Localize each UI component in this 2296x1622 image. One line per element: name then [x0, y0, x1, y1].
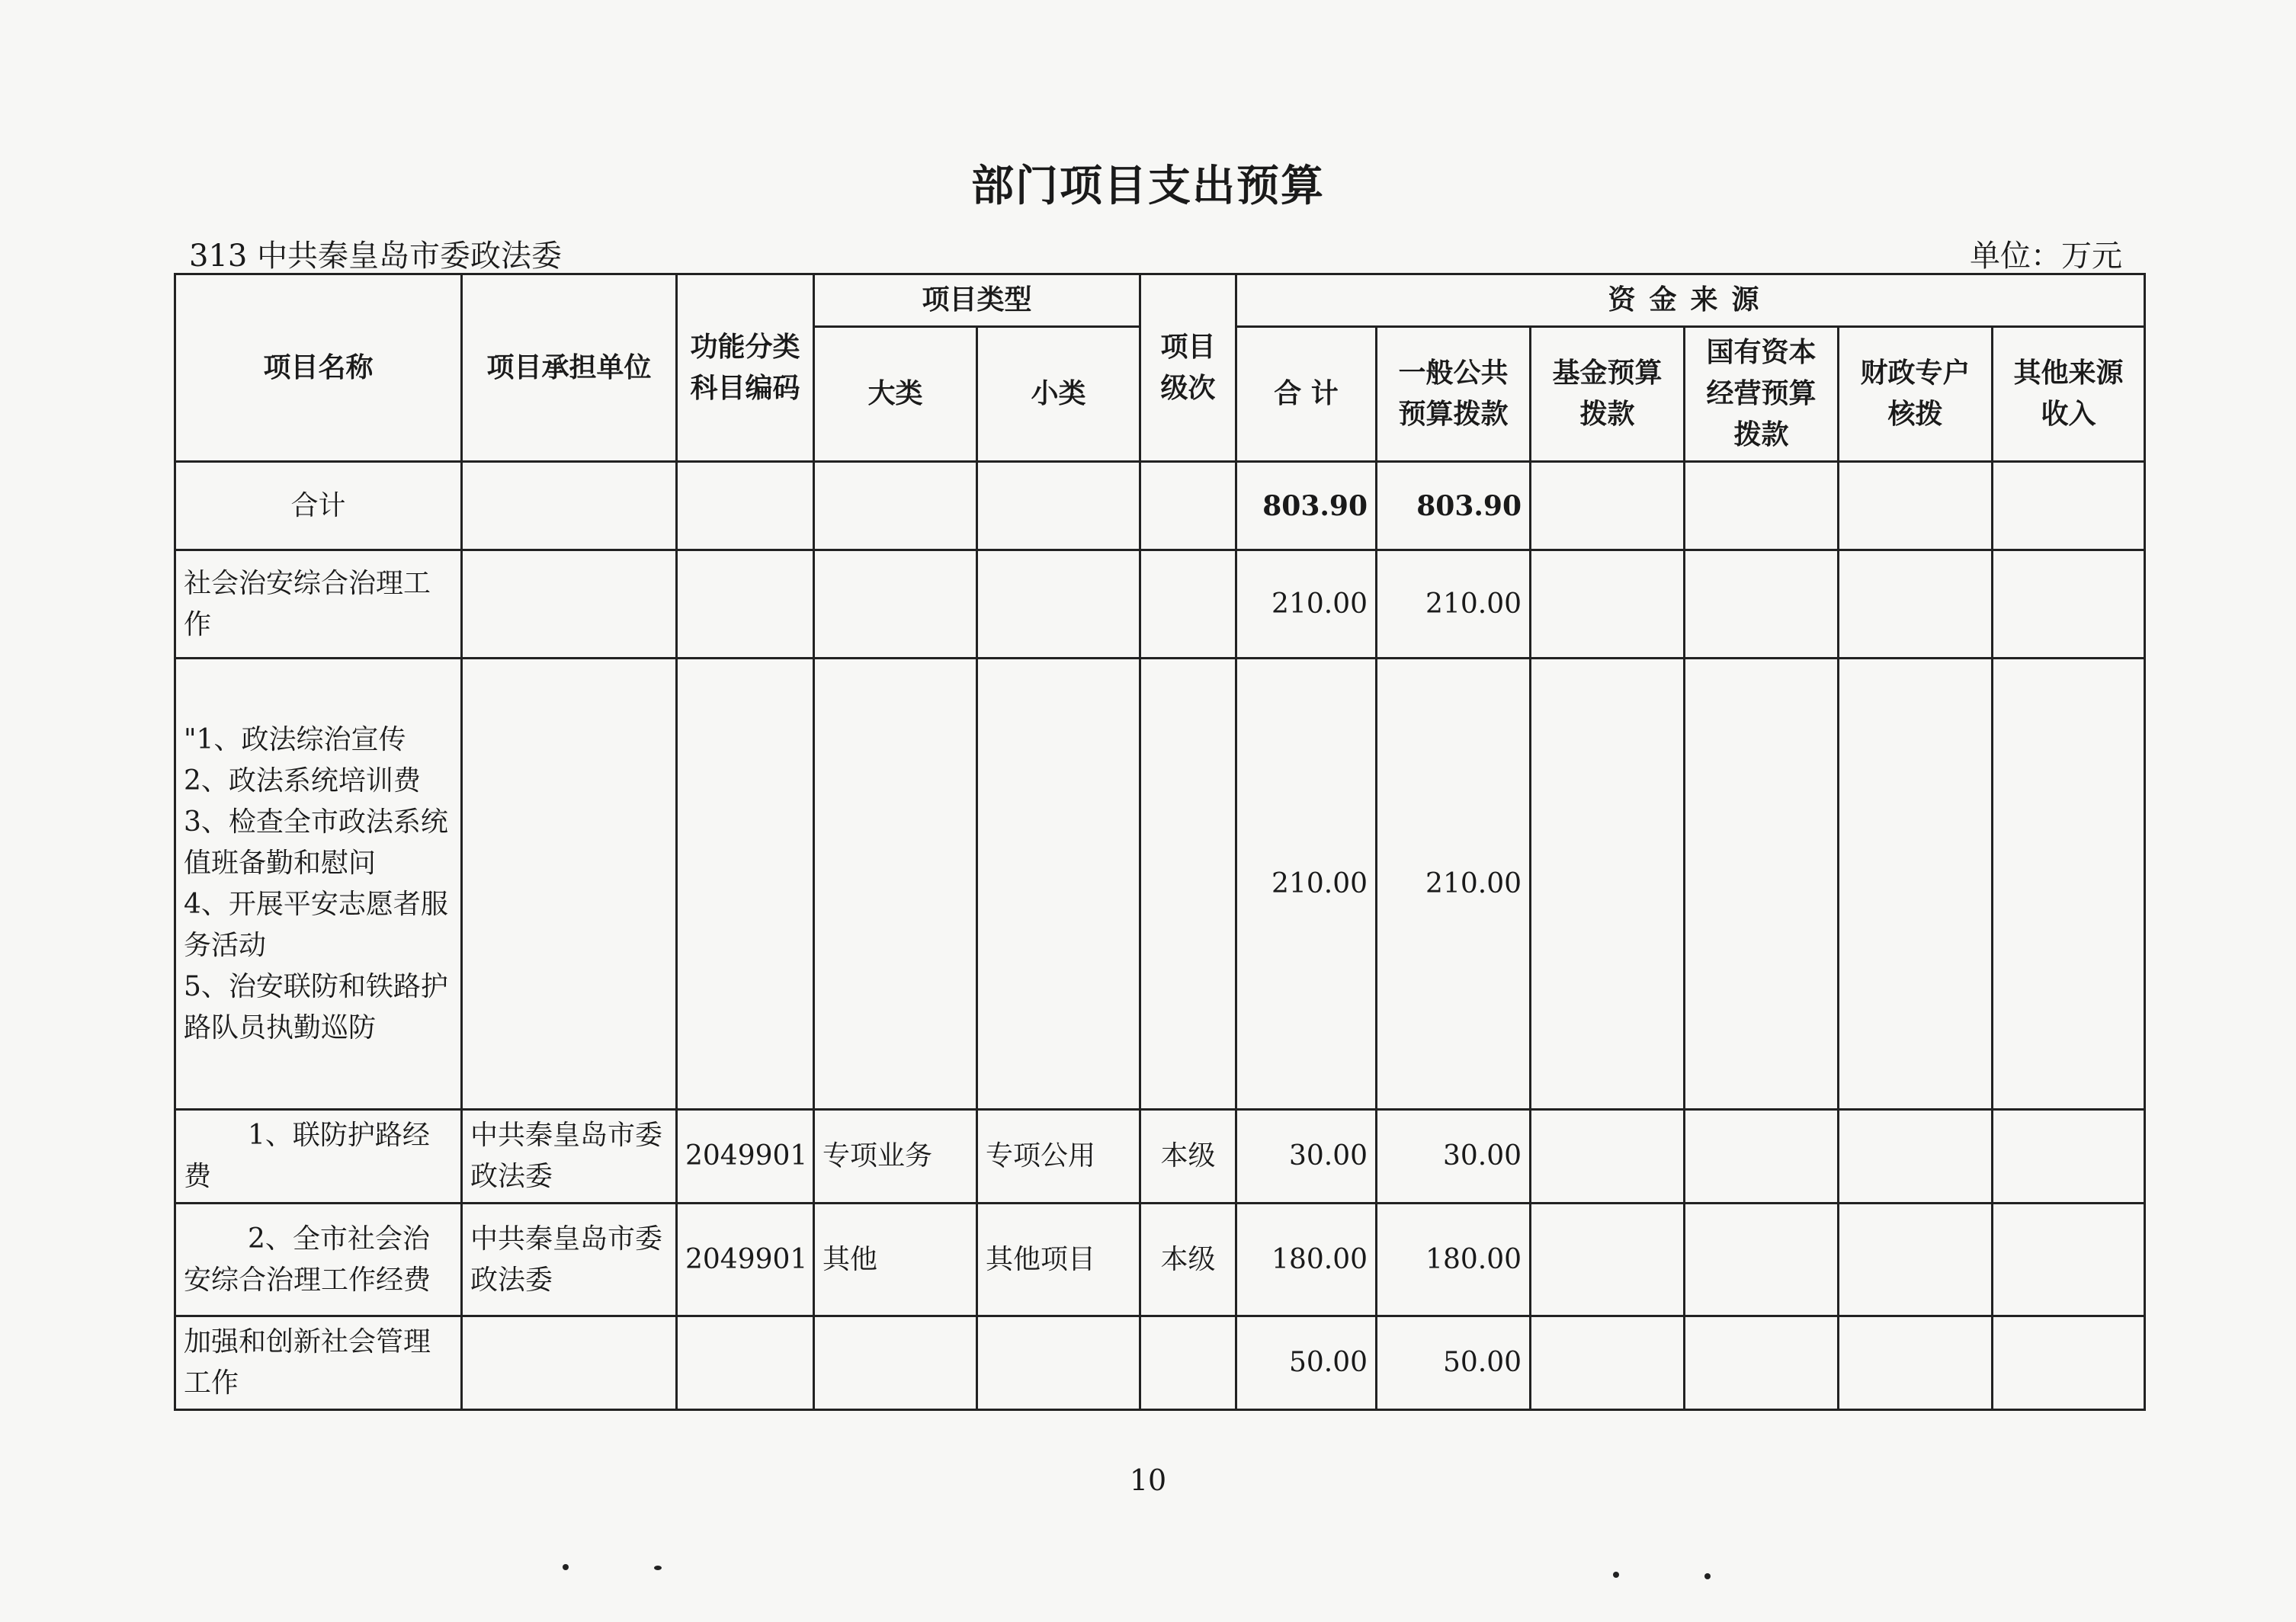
cell-fiscal-special — [1839, 550, 1993, 659]
header-other-income: 其他来源收入 — [1993, 327, 2145, 462]
department-name: 313 中共秦皇岛市委政法委 — [189, 239, 563, 274]
cell-level — [1140, 1316, 1236, 1410]
cell-general-budget: 50.00 — [1377, 1316, 1531, 1410]
cell-state-capital — [1685, 1204, 1839, 1316]
cell-other-income — [1993, 659, 2145, 1110]
cell-major — [814, 659, 977, 1110]
budget-table — [174, 273, 2146, 1411]
header-project-type: 项目类型 — [814, 274, 1140, 327]
cell-fund-budget — [1531, 462, 1685, 550]
cell-code — [677, 550, 814, 659]
cell-state-capital — [1685, 462, 1839, 550]
cell-fund-budget — [1531, 1316, 1685, 1410]
table-row — [175, 1316, 2145, 1410]
table-row — [175, 1204, 2145, 1316]
cell-major: 专项业务 — [814, 1110, 977, 1204]
cell-other-income — [1993, 462, 2145, 550]
cell-state-capital — [1685, 550, 1839, 659]
cell-general-budget: 210.00 — [1377, 659, 1531, 1110]
unit-label: 单位：万元 — [1970, 239, 2122, 274]
table-row — [175, 462, 2145, 550]
cell-code — [677, 1316, 814, 1410]
header-major-type: 大类 — [814, 327, 977, 462]
cell-level — [1140, 462, 1236, 550]
scan-speck — [1704, 1573, 1711, 1579]
cell-level: 本级 — [1140, 1110, 1236, 1204]
cell-fiscal-special — [1839, 659, 1993, 1110]
cell-fiscal-special — [1839, 462, 1993, 550]
header-project-level: 项目级次 — [1140, 274, 1236, 462]
scan-speck — [563, 1564, 569, 1570]
cell-state-capital — [1685, 1110, 1839, 1204]
cell-project-name: 1、联防护路经费 — [175, 1110, 462, 1204]
header-fund-budget: 基金预算拨款 — [1531, 327, 1685, 462]
header-undertaking-unit: 项目承担单位 — [462, 274, 677, 462]
header-fund-source: 资金来源 — [1236, 274, 2145, 327]
cell-level — [1140, 550, 1236, 659]
cell-state-capital — [1685, 659, 1839, 1110]
cell-minor — [977, 659, 1140, 1110]
cell-total: 30.00 — [1236, 1110, 1377, 1204]
cell-total: 210.00 — [1236, 659, 1377, 1110]
table-row — [175, 659, 2145, 1110]
header-row-1 — [175, 274, 2145, 327]
cell-total: 803.90 — [1236, 462, 1377, 550]
cell-other-income — [1993, 550, 2145, 659]
cell-unit — [462, 550, 677, 659]
cell-unit — [462, 462, 677, 550]
cell-major: 其他 — [814, 1204, 977, 1316]
cell-minor — [977, 1316, 1140, 1410]
cell-fund-budget — [1531, 659, 1685, 1110]
cell-fund-budget — [1531, 1204, 1685, 1316]
cell-general-budget: 30.00 — [1377, 1110, 1531, 1204]
cell-fiscal-special — [1839, 1110, 1993, 1204]
header-state-capital: 国有资本经营预算拨款 — [1685, 327, 1839, 462]
cell-level — [1140, 659, 1236, 1110]
cell-project-name: 合计 — [175, 462, 462, 550]
cell-general-budget: 180.00 — [1377, 1204, 1531, 1316]
cell-minor — [977, 550, 1140, 659]
cell-minor: 专项公用 — [977, 1110, 1140, 1204]
cell-project-name: 加强和创新社会管理工作 — [175, 1316, 462, 1410]
header-fiscal-special: 财政专户核拨 — [1839, 327, 1993, 462]
cell-unit: 中共秦皇岛市委政法委 — [462, 1204, 677, 1316]
cell-project-name: 社会治安综合治理工作 — [175, 550, 462, 659]
scan-speck — [1613, 1572, 1619, 1578]
cell-project-name: 2、全市社会治安综合治理工作经费 — [175, 1204, 462, 1316]
cell-other-income — [1993, 1204, 2145, 1316]
header-general-budget: 一般公共预算拨款 — [1377, 327, 1531, 462]
cell-fiscal-special — [1839, 1204, 1993, 1316]
table-row — [175, 550, 2145, 659]
cell-other-income — [1993, 1110, 2145, 1204]
header-total: 合 计 — [1236, 327, 1377, 462]
cell-code — [677, 462, 814, 550]
cell-major — [814, 1316, 977, 1410]
cell-fund-budget — [1531, 1110, 1685, 1204]
cell-unit: 中共秦皇岛市委政法委 — [462, 1110, 677, 1204]
cell-fund-budget — [1531, 550, 1685, 659]
page-number: 10 — [1129, 1463, 1167, 1497]
cell-unit — [462, 659, 677, 1110]
cell-minor — [977, 462, 1140, 550]
cell-project-name: "1、政法综治宣传 2、政法系统培训费 3、检查全市政法系统值班备勤和慰问 4、开展平安志愿者服务活动 5、治安联防和铁路护路队员执勤巡防 — [175, 659, 462, 1110]
cell-major — [814, 462, 977, 550]
header-function-code: 功能分类科目编码 — [677, 274, 814, 462]
cell-level: 本级 — [1140, 1204, 1236, 1316]
scan-speck — [654, 1566, 662, 1570]
cell-code: 2049901 — [677, 1110, 814, 1204]
cell-state-capital — [1685, 1316, 1839, 1410]
header-minor-type: 小类 — [977, 327, 1140, 462]
cell-unit — [462, 1316, 677, 1410]
cell-total: 50.00 — [1236, 1316, 1377, 1410]
cell-general-budget: 803.90 — [1377, 462, 1531, 550]
cell-general-budget: 210.00 — [1377, 550, 1531, 659]
cell-code: 2049901 — [677, 1204, 814, 1316]
cell-code — [677, 659, 814, 1110]
cell-other-income — [1993, 1316, 2145, 1410]
table-row — [175, 1110, 2145, 1204]
cell-fiscal-special — [1839, 1316, 1993, 1410]
cell-total: 210.00 — [1236, 550, 1377, 659]
cell-total: 180.00 — [1236, 1204, 1377, 1316]
header-project-name: 项目名称 — [175, 274, 462, 462]
cell-major — [814, 550, 977, 659]
page-title: 部门项目支出预算 — [971, 162, 1325, 211]
cell-minor: 其他项目 — [977, 1204, 1140, 1316]
